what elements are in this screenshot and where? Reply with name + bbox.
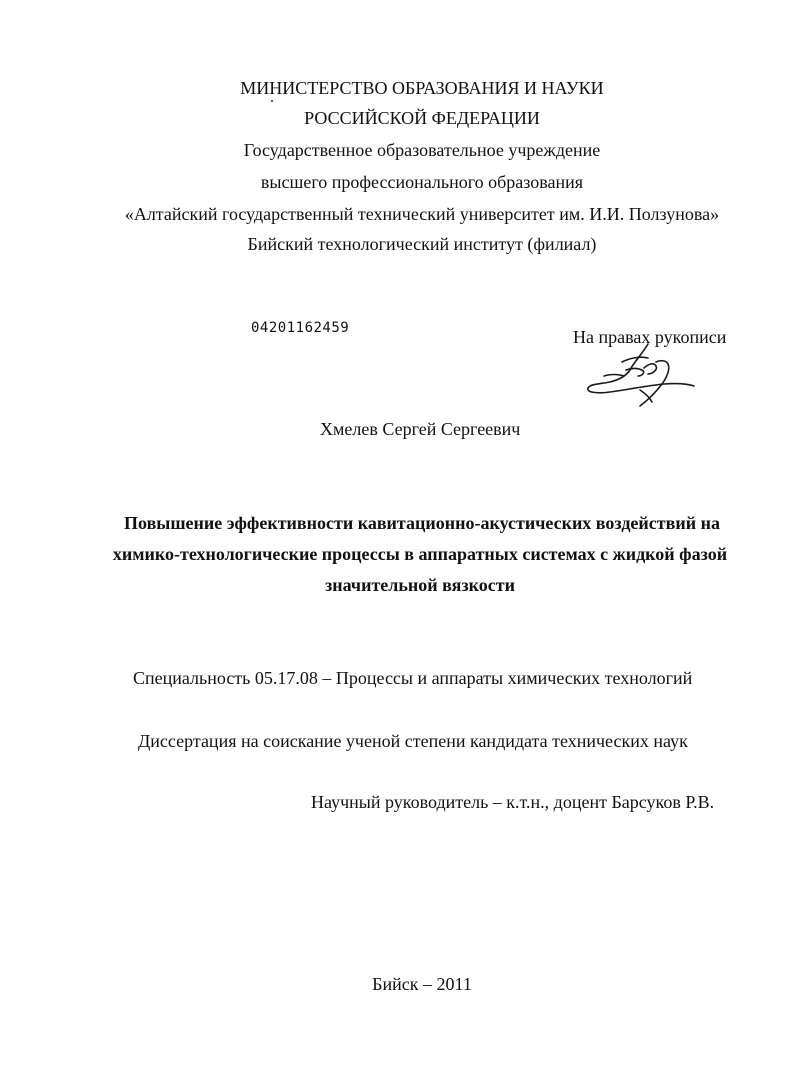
manuscript-note: На правах рукописи xyxy=(573,327,727,347)
dissertation-title-line-3: значительной вязкости xyxy=(325,575,515,595)
scan-dot-mark xyxy=(271,100,273,102)
author-name: Хмелев Сергей Сергеевич xyxy=(320,419,521,439)
place-and-year: Бийск – 2011 xyxy=(372,974,472,994)
signature-icon xyxy=(582,340,702,410)
library-stamp-number: 04201162459 xyxy=(251,320,350,336)
dissertation-type-line: Диссертация на соискание ученой степени кандидата технических наук xyxy=(138,731,688,751)
supervisor-line: Научный руководитель – к.т.н., доцент Барсуков Р.В. xyxy=(311,792,715,812)
institution-line-1: Государственное образовательное учреждение xyxy=(243,140,601,160)
specialty-line: Специальность 05.17.08 – Процессы и аппараты химических технологий xyxy=(133,668,693,688)
institution-line-3: «Алтайский государственный технический университет им. И.И. Ползунова» xyxy=(124,204,720,224)
ministry-line-1: МИНИСТЕРСТВО ОБРАЗОВАНИЯ И НАУКИ xyxy=(240,78,604,98)
institution-line-4: Бийский технологический институт (филиал) xyxy=(247,234,597,254)
dissertation-title-line-1: Повышение эффективности кавитационно-акустических воздействий на xyxy=(124,513,720,533)
ministry-line-2: РОССИЙСКОЙ ФЕДЕРАЦИИ xyxy=(304,108,540,128)
institution-line-2: высшего профессионального образования xyxy=(260,172,584,192)
footer xyxy=(0,973,792,995)
dissertation-title-line-2: химико-технологические процессы в аппаратных системах с жидкой фазой xyxy=(112,544,728,564)
